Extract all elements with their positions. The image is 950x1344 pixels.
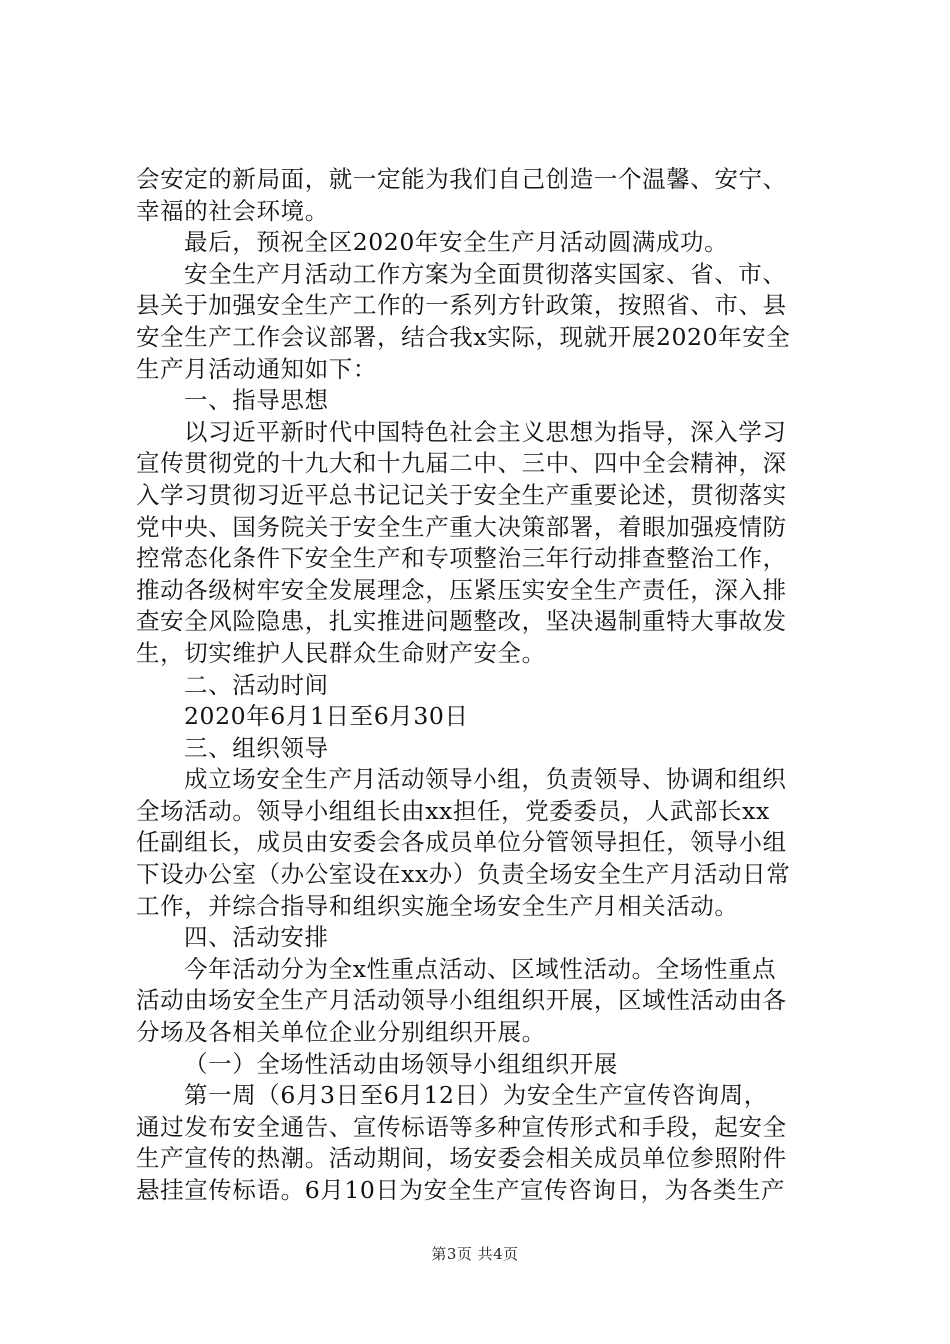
- paragraph-2: 最后，预祝全区2020年安全生产月活动圆满成功。: [184, 228, 729, 257]
- subsection-heading-1: （一）全场性活动由场领导小组组织开展: [184, 1049, 618, 1078]
- document-body: [136, 164, 832, 1207]
- paragraph-9: 成立场安全生产月活动领导小组，负责领导、协调和组织 全场活动。领导小组组长由xx担任，党委委员，人武部长xx 任副组长，成员由安委会各成员单位分管领导担任，领导小组 下设办公室（办公室设在xx办）负责全场安全生产月活动日常 工作，并综合指导和组织实施全场安全生产月相关活动。: [136, 765, 791, 920]
- page-footer: 第3页 共4页: [431, 1245, 519, 1263]
- section-heading-1: 一、指导思想: [184, 386, 329, 415]
- paragraph-13: 第一周（6月3日至6月12日）为安全生产宣传咨询周， 通过发布安全通告、宣传标语等多种宣传形式和手段，起安全 生产宣传的热潮。活动期间，场安委会相关成员单位参照附件 悬挂宣传标语。6月10日为安全生产宣传咨询日，为各类生产: [136, 1081, 787, 1204]
- paragraph-3: 安全生产月活动工作方案为全面贯彻落实国家、省、市、 县关于加强安全生产工作的一系列方针政策，按照省、市、县 安全生产工作会议部署，结合我x实际，现就开展2020年安全 生产月活动通知如下：: [136, 259, 791, 383]
- section-heading-3: 三、组织领导: [184, 733, 329, 762]
- paragraph-7: 2020年6月1日至6月30日: [184, 702, 469, 731]
- paragraph-5: 以习近平新时代中国特色社会主义思想为指导，深入学习 宣传贯彻党的十九大和十九届二中、三中、四中全会精神，深 入学习贯彻习近平总书记记关于安全生产重要论述，贯彻落实 党中央、国务院关于安全生产重大决策部署，着眼加强疫情防 控常态化条件下安全生产和专项整治三年行动排查整治工作， 推动各级树牢安全发展理念，压紧压实安全生产责任，深入排 查安全风险隐患，扎实推进问题整改，坚决遏制重特大事故发 生，切实维护人民群众生命财产安全。: [136, 417, 787, 667]
- paragraph-1: 会安定的新局面，就一定能为我们自己创造一个温馨、安宁、 幸福的社会环境。: [136, 165, 787, 225]
- paragraph-11: 今年活动分为全x性重点活动、区域性活动。全场性重点 活动由场安全生产月活动领导小组组织开展，区域性活动由各 分场及各相关单位企业分别组织开展。: [136, 954, 787, 1047]
- section-heading-2: 二、活动时间: [184, 670, 329, 699]
- section-heading-4: 四、活动安排: [184, 923, 329, 952]
